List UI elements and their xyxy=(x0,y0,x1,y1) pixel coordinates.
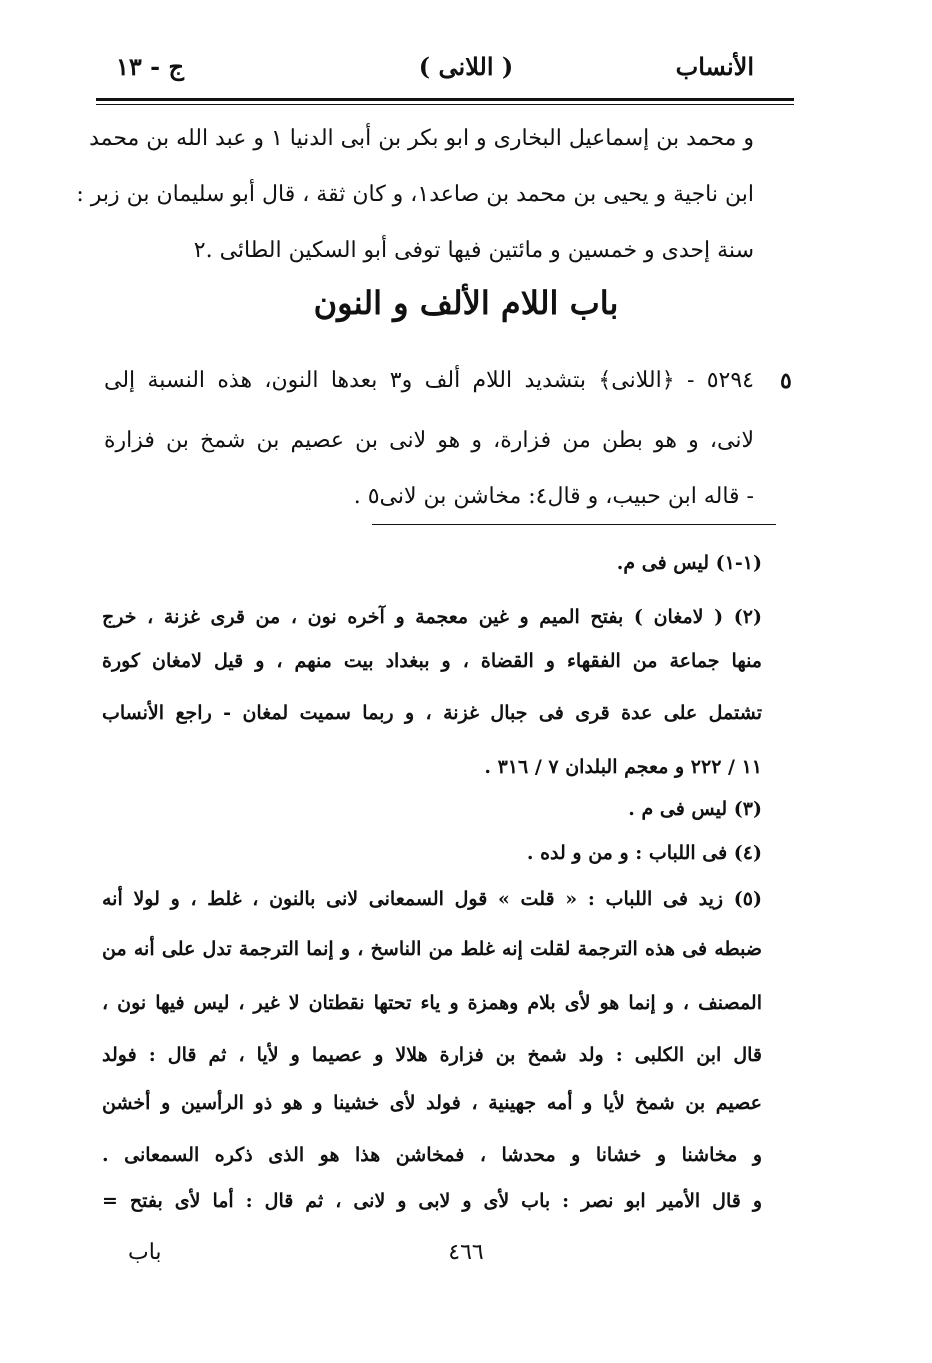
footnote-5-line-7: و قال الأمير ابو نصر : باب لأى و لابى و لانى ، ثم قال : أما لأى بفتح = xyxy=(102,1190,762,1212)
footnote-2-line-2: منها جماعة من الفقهاء و القضاة ، و ببغداد بيت منهم ، و قيل لامغان كورة xyxy=(102,650,762,672)
footnote-5-line-4: قال ابن الكلبى : ولد شمخ بن فزارة هلالا و عصيما و لأيا ، ثم قال : فولد xyxy=(102,1044,762,1066)
footnote-2-line-4: ١١ / ٢٢٢ و معجم البلدان ٧ / ٣١٦ . xyxy=(484,756,762,778)
footnote-5-line-5: عصيم بن شمخ لأيا و أمه جهينية ، فولد لأى خشينا و هو ذو الرأسين و أخشن xyxy=(102,1092,762,1114)
footnote-4: (٤) فى اللباب : و من و لده . xyxy=(526,842,762,864)
running-header-volume: ج - ١٣ xyxy=(116,52,184,81)
footnote-2-line-3: تشتمل على عدة قرى فى جبال غزنة ، و ربما سميت لمغان - راجع الأنساب xyxy=(102,702,762,724)
entry-line-1: ٥٢٩٤ - ﴿اللانى﴾ بتشديد اللام ألف و٣ بعدها النون، هذه النسبة إلى xyxy=(104,368,754,393)
footnote-separator xyxy=(372,524,776,525)
body-line-3: سنة إحدى و خمسين و مائتين فيها توفى أبو السكين الطائى .٢ xyxy=(193,238,754,263)
running-header-entry: ( اللانى ) xyxy=(418,52,514,81)
footnote-5-line-2: ضبطه فى هذه الترجمة لقلت إنه غلط من الناسخ ، و إنما الترجمة تدل على أنه من xyxy=(102,938,762,960)
catchword: باب xyxy=(128,1240,162,1265)
section-heading: باب اللام الألف و النون xyxy=(313,284,619,322)
body-line-2: ابن ناجية و يحيى بن محمد بن صاعد١، و كان ثقة ، قال أبو سليمان بن زبر : xyxy=(76,182,754,207)
footnote-5-line-6: و مخاشنا و خشانا و محدشا ، فمخاشن هذا هو الذى ذكره السمعانى . xyxy=(102,1144,762,1166)
footnote-1: (١-١) ليس فى م. xyxy=(616,552,762,574)
entry-line-3: - قاله ابن حبيب، و قال٤: مخاشن بن لانى٥ . xyxy=(353,484,754,509)
footnote-5-line-3: المصنف ، و إنما هو لأى بلام وهمزة و ياء تحتها نقطتان لا غير ، ليس فيها نون ، xyxy=(102,992,762,1014)
header-rule-thin xyxy=(96,104,794,105)
body-line-1: و محمد بن إسماعيل البخارى و ابو بكر بن أبى الدنيا ١ و عبد الله بن محمد xyxy=(89,126,754,151)
footnote-5-line-1: (٥) زيد فى اللباب : « قلت » قول السمعانى لانى بالنون ، غلط ، و لولا أنه xyxy=(102,888,762,910)
footnote-2-line-1: (٢) ( لامغان ) بفتح الميم و غين معجمة و آخره نون ، من قرى غزنة ، خرج xyxy=(102,606,762,628)
running-header-title: الأنساب xyxy=(675,52,754,81)
page-number: ٤٦٦ xyxy=(448,1240,484,1265)
header-rule-thick xyxy=(96,98,794,101)
entry-line-2: لانى، و هو بطن من فزارة، و هو لانى بن عصيم بن شمخ بن فزارة xyxy=(104,428,754,453)
margin-line-number: ٥ xyxy=(780,368,792,394)
footnote-3: (٣) ليس فى م . xyxy=(628,798,762,820)
